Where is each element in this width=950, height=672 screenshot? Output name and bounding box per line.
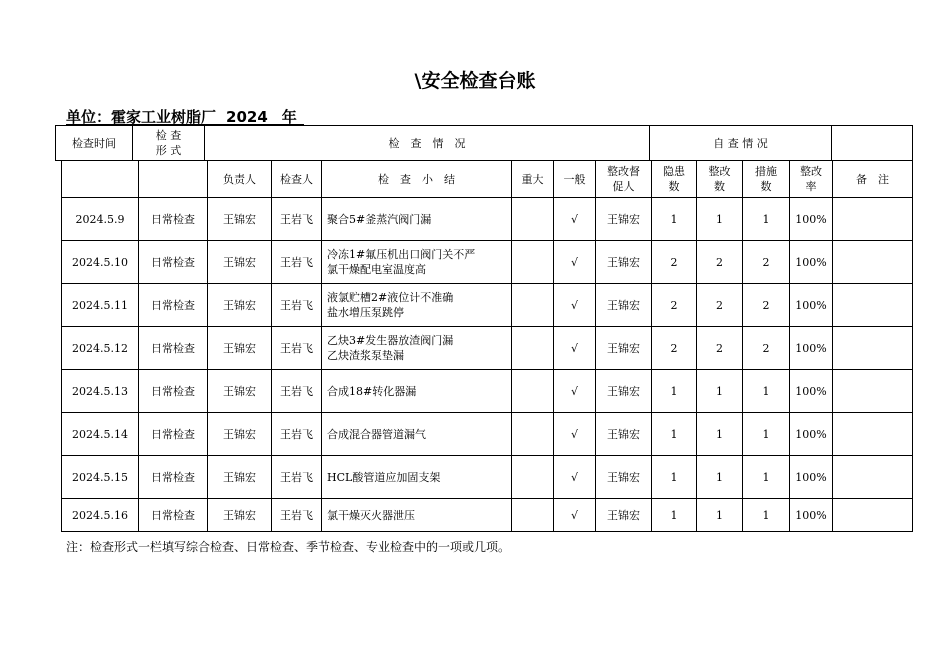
row-date: 2024.5.11 bbox=[62, 284, 139, 327]
row-date: 2024.5.12 bbox=[62, 327, 139, 370]
col-summary: 检 查 小 结 bbox=[322, 161, 512, 198]
row-supervisor: 王锦宏 bbox=[596, 198, 652, 241]
row-rectified: 2 bbox=[697, 241, 743, 284]
unit-label: 单位：霍家工业树脂厂 bbox=[66, 108, 217, 126]
table-row bbox=[62, 327, 913, 370]
row-date: 2024.5.10 bbox=[62, 241, 139, 284]
col-rate: 整改 率 bbox=[790, 161, 833, 198]
row-rate: 100% bbox=[790, 241, 833, 284]
row-major bbox=[512, 413, 554, 456]
row-hazards: 2 bbox=[652, 284, 697, 327]
row-responsible: 王锦宏 bbox=[208, 456, 272, 499]
row-responsible: 王锦宏 bbox=[208, 241, 272, 284]
row-rectified: 1 bbox=[697, 499, 743, 532]
table-row bbox=[62, 413, 913, 456]
row-rate: 100% bbox=[790, 413, 833, 456]
col-responsible: 负责人 bbox=[208, 161, 272, 198]
row-major bbox=[512, 370, 554, 413]
col-inspector: 检查人 bbox=[272, 161, 322, 198]
col-form-blank bbox=[139, 161, 208, 198]
row-hazards: 1 bbox=[652, 413, 697, 456]
row-rectified: 1 bbox=[697, 456, 743, 499]
unit-year-suffix: 年 bbox=[281, 108, 297, 126]
row-supervisor: 王锦宏 bbox=[596, 370, 652, 413]
row-hazards: 1 bbox=[652, 499, 697, 532]
header-check-form: 检 查 形 式 bbox=[133, 126, 205, 161]
row-hazards: 2 bbox=[652, 241, 697, 284]
header-table bbox=[55, 125, 913, 161]
row-form: 日常检查 bbox=[139, 456, 208, 499]
row-hazards: 1 bbox=[652, 370, 697, 413]
row-rectified: 1 bbox=[697, 413, 743, 456]
row-inspector: 王岩飞 bbox=[272, 370, 322, 413]
row-date: 2024.5.13 bbox=[62, 370, 139, 413]
row-measures: 1 bbox=[743, 413, 790, 456]
col-rectified: 整改 数 bbox=[697, 161, 743, 198]
row-general: √ bbox=[554, 413, 596, 456]
row-remarks bbox=[833, 456, 913, 499]
row-form: 日常检查 bbox=[139, 327, 208, 370]
row-measures: 2 bbox=[743, 284, 790, 327]
row-responsible: 王锦宏 bbox=[208, 198, 272, 241]
row-responsible: 王锦宏 bbox=[208, 327, 272, 370]
row-summary: 聚合5#釜蒸汽阀门漏 bbox=[322, 198, 512, 241]
row-date: 2024.5.16 bbox=[62, 499, 139, 532]
row-general: √ bbox=[554, 499, 596, 532]
row-rate: 100% bbox=[790, 499, 833, 532]
col-major: 重大 bbox=[512, 161, 554, 198]
row-general: √ bbox=[554, 241, 596, 284]
col-measures: 措施 数 bbox=[743, 161, 790, 198]
row-major bbox=[512, 284, 554, 327]
row-measures: 1 bbox=[743, 456, 790, 499]
row-general: √ bbox=[554, 370, 596, 413]
row-remarks bbox=[833, 241, 913, 284]
table-row bbox=[62, 198, 913, 241]
table-row bbox=[62, 456, 913, 499]
footnote: 注：检查形式一栏填写综合检查、日常检查、季节检查、专业检查中的一项或几项。 bbox=[66, 540, 511, 554]
row-summary: HCL酸管道应加固支架 bbox=[322, 456, 512, 499]
row-major bbox=[512, 499, 554, 532]
row-inspector: 王岩飞 bbox=[272, 284, 322, 327]
row-major bbox=[512, 327, 554, 370]
row-remarks bbox=[833, 413, 913, 456]
row-form: 日常检查 bbox=[139, 241, 208, 284]
row-date: 2024.5.9 bbox=[62, 198, 139, 241]
row-measures: 2 bbox=[743, 241, 790, 284]
row-major bbox=[512, 241, 554, 284]
row-summary: 合成混合器管道漏气 bbox=[322, 413, 512, 456]
header-check-time: 检查时间 bbox=[56, 126, 133, 161]
row-form: 日常检查 bbox=[139, 198, 208, 241]
row-supervisor: 王锦宏 bbox=[596, 327, 652, 370]
row-supervisor: 王锦宏 bbox=[596, 456, 652, 499]
row-inspector: 王岩飞 bbox=[272, 413, 322, 456]
table-row bbox=[62, 370, 913, 413]
row-summary: 氯干燥灭火器泄压 bbox=[322, 499, 512, 532]
row-supervisor: 王锦宏 bbox=[596, 499, 652, 532]
row-remarks bbox=[833, 284, 913, 327]
row-remarks bbox=[833, 499, 913, 532]
header-check-situation: 检 查 情 况 bbox=[205, 126, 650, 161]
row-supervisor: 王锦宏 bbox=[596, 284, 652, 327]
row-responsible: 王锦宏 bbox=[208, 499, 272, 532]
col-hazards: 隐患 数 bbox=[652, 161, 697, 198]
row-rectified: 1 bbox=[697, 370, 743, 413]
row-responsible: 王锦宏 bbox=[208, 370, 272, 413]
row-hazards: 2 bbox=[652, 327, 697, 370]
row-date: 2024.5.15 bbox=[62, 456, 139, 499]
row-form: 日常检查 bbox=[139, 413, 208, 456]
row-measures: 1 bbox=[743, 499, 790, 532]
row-responsible: 王锦宏 bbox=[208, 284, 272, 327]
header-self-check: 自 查 情 况 bbox=[650, 126, 832, 161]
table-row bbox=[62, 499, 913, 532]
row-rate: 100% bbox=[790, 284, 833, 327]
row-measures: 1 bbox=[743, 198, 790, 241]
row-rate: 100% bbox=[790, 370, 833, 413]
row-summary: 冷冻1#氟压机出口阀门关不严 氯干燥配电室温度高 bbox=[322, 241, 512, 284]
row-major bbox=[512, 456, 554, 499]
row-date: 2024.5.14 bbox=[62, 413, 139, 456]
row-remarks bbox=[833, 327, 913, 370]
row-rectified: 1 bbox=[697, 198, 743, 241]
row-summary: 合成18#转化器漏 bbox=[322, 370, 512, 413]
row-form: 日常检查 bbox=[139, 499, 208, 532]
row-inspector: 王岩飞 bbox=[272, 456, 322, 499]
row-remarks bbox=[833, 370, 913, 413]
row-inspector: 王岩飞 bbox=[272, 241, 322, 284]
row-rate: 100% bbox=[790, 198, 833, 241]
row-measures: 2 bbox=[743, 327, 790, 370]
col-remarks: 备 注 bbox=[833, 161, 913, 198]
ledger-table bbox=[61, 160, 913, 532]
table-row bbox=[62, 241, 913, 284]
row-rate: 100% bbox=[790, 327, 833, 370]
col-general: 一般 bbox=[554, 161, 596, 198]
row-form: 日常检查 bbox=[139, 284, 208, 327]
row-hazards: 1 bbox=[652, 198, 697, 241]
row-major bbox=[512, 198, 554, 241]
unit-year: 2024 bbox=[226, 108, 268, 126]
row-summary: 乙炔3#发生器放渣阀门漏 乙炔渣浆泵垫漏 bbox=[322, 327, 512, 370]
col-supervisor: 整改督 促人 bbox=[596, 161, 652, 198]
row-measures: 1 bbox=[743, 370, 790, 413]
col-date-blank bbox=[62, 161, 139, 198]
row-inspector: 王岩飞 bbox=[272, 499, 322, 532]
header-blank bbox=[832, 126, 913, 161]
column-header-row bbox=[62, 161, 913, 198]
row-rate: 100% bbox=[790, 456, 833, 499]
row-general: √ bbox=[554, 284, 596, 327]
row-general: √ bbox=[554, 198, 596, 241]
row-form: 日常检查 bbox=[139, 370, 208, 413]
row-supervisor: 王锦宏 bbox=[596, 413, 652, 456]
row-inspector: 王岩飞 bbox=[272, 327, 322, 370]
row-rectified: 2 bbox=[697, 284, 743, 327]
table-row bbox=[62, 284, 913, 327]
row-summary: 液氯贮槽2#液位计不准确 盐水增压泵跳停 bbox=[322, 284, 512, 327]
row-supervisor: 王锦宏 bbox=[596, 241, 652, 284]
row-general: √ bbox=[554, 327, 596, 370]
row-general: √ bbox=[554, 456, 596, 499]
row-rectified: 2 bbox=[697, 327, 743, 370]
row-responsible: 王锦宏 bbox=[208, 413, 272, 456]
row-inspector: 王岩飞 bbox=[272, 198, 322, 241]
page-title: \安全检查台账 bbox=[414, 70, 536, 92]
row-hazards: 1 bbox=[652, 456, 697, 499]
row-remarks bbox=[833, 198, 913, 241]
